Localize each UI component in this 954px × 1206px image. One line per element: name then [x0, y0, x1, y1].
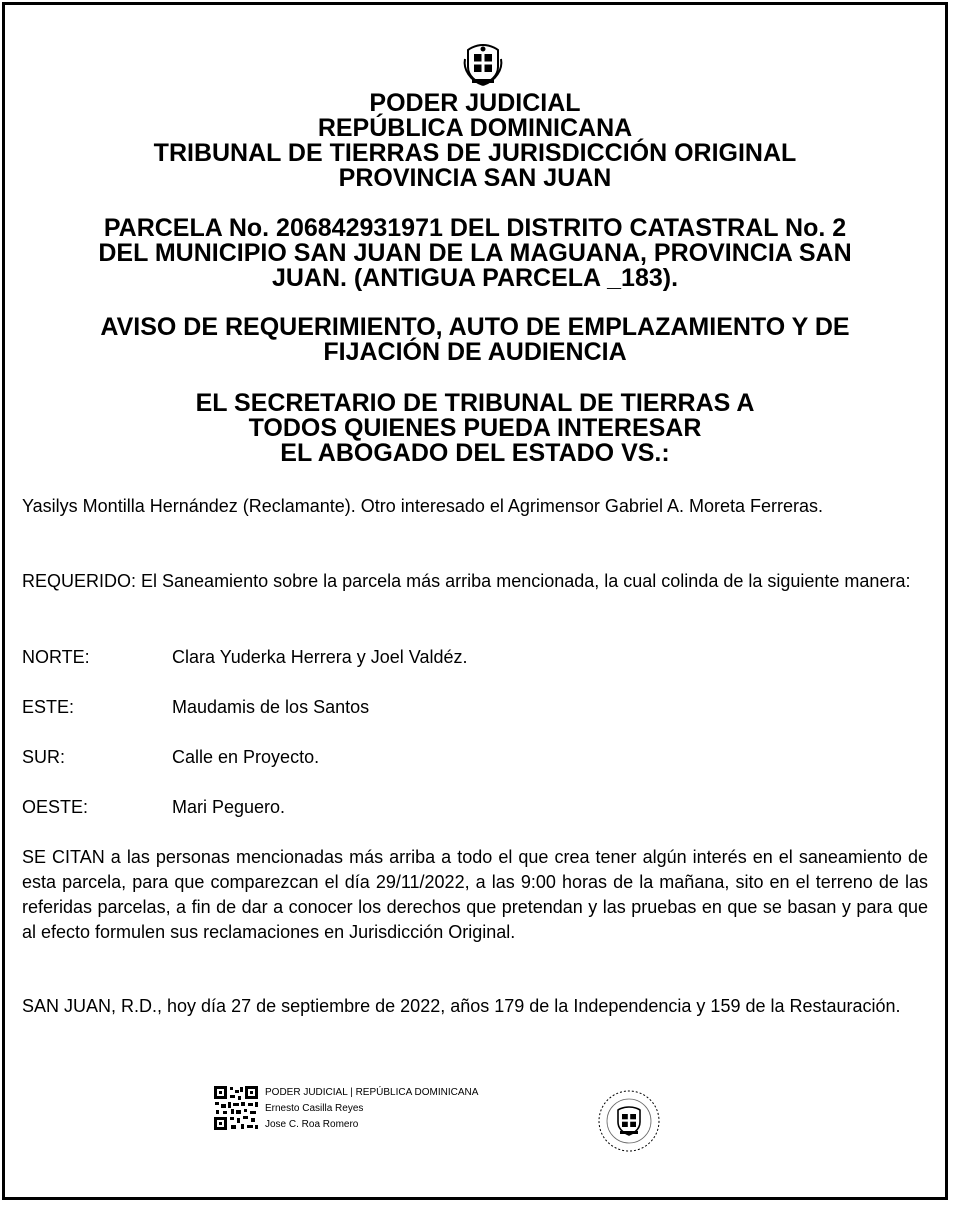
requirement-paragraph: REQUERIDO: El Saneamiento sobre la parcela más arriba mencionada, la cual colinda de la siguiente manera: — [22, 571, 911, 591]
signature-text — [265, 1085, 478, 1133]
signature-signer: Ernesto Casilla Reyes — [265, 1103, 364, 1114]
boundary-value: Clara Yuderka Herrera y Joel Valdéz. — [172, 647, 468, 667]
boundary-west — [22, 795, 285, 820]
parcel-line: PARCELA No. 206842931971 DEL DISTRITO CATASTRAL No. 2 — [103, 214, 847, 242]
digital-signature-block — [213, 1085, 553, 1135]
notice-title-line: AVISO DE REQUERIMIENTO, AUTO DE EMPLAZAMIENTO Y DE — [100, 313, 850, 341]
addressee-line: EL SECRETARIO DE TRIBUNAL DE TIERRAS A — [195, 389, 755, 417]
coat-of-arms-icon — [460, 41, 506, 87]
claimant-paragraph: Yasilys Montilla Hernández (Reclamante). Otro interesado el Agrimensor Gabriel A. Moreta Ferreras. — [22, 496, 823, 516]
header-line: REPÚBLICA DOMINICANA — [317, 114, 633, 142]
boundary-label: OESTE: — [22, 797, 89, 817]
addressee-line: EL ABOGADO DEL ESTADO VS.: — [280, 439, 670, 467]
signature-org: PODER JUDICIAL | REPÚBLICA DOMINICANA — [265, 1087, 479, 1098]
closing-paragraph: SAN JUAN, R.D., hoy día 27 de septiembre de 2022, años 179 de la Independencia y 159 de la Restauración. — [22, 996, 901, 1016]
boundary-label: SUR: — [22, 747, 66, 767]
header-line: TRIBUNAL DE TIERRAS DE JURISDICCIÓN ORIGINAL — [153, 139, 797, 167]
notice-title — [5, 315, 945, 365]
signature-signer: Jose C. Roa Romero — [265, 1119, 359, 1130]
parcel-line: DEL MUNICIPIO SAN JUAN DE LA MAGUANA, PROVINCIA SAN — [98, 239, 852, 267]
addressee-heading — [5, 391, 945, 466]
court-header — [5, 91, 945, 191]
boundary-label: ESTE: — [22, 697, 75, 717]
boundary-south — [22, 745, 319, 770]
parcel-heading — [5, 216, 945, 291]
boundary-value: Mari Peguero. — [172, 797, 286, 817]
court-seal-icon — [597, 1089, 661, 1153]
header-line: PROVINCIA SAN JUAN — [338, 164, 612, 192]
header-line: PODER JUDICIAL — [369, 89, 581, 117]
notice-title-line: FIJACIÓN DE AUDIENCIA — [323, 338, 627, 366]
citation-paragraph: SE CITAN a las personas mencionadas más arriba a todo el que crea tener algún interés en el saneamiento de esta parcela, para que comparezcan el día 29/11/2022, a las 9:00 horas de la mañana, sito en el terreno de las referidas parcelas, a fin de dar a conocer los derechos que pretendan y las pruebas en que se basan y para que al efecto formulen sus reclamaciones en Jurisdicción Original. — [22, 847, 928, 942]
parcel-line: JUAN. (ANTIGUA PARCELA _183). — [271, 264, 679, 292]
boundary-label: NORTE: — [22, 647, 90, 667]
boundary-east — [22, 695, 369, 720]
notice-page — [2, 2, 948, 1200]
boundary-value: Maudamis de los Santos — [172, 697, 370, 717]
boundary-north — [22, 645, 467, 670]
addressee-line: TODOS QUIENES PUEDA INTERESAR — [248, 414, 702, 442]
boundary-value: Calle en Proyecto. — [172, 747, 320, 767]
qr-code-icon — [213, 1085, 259, 1131]
